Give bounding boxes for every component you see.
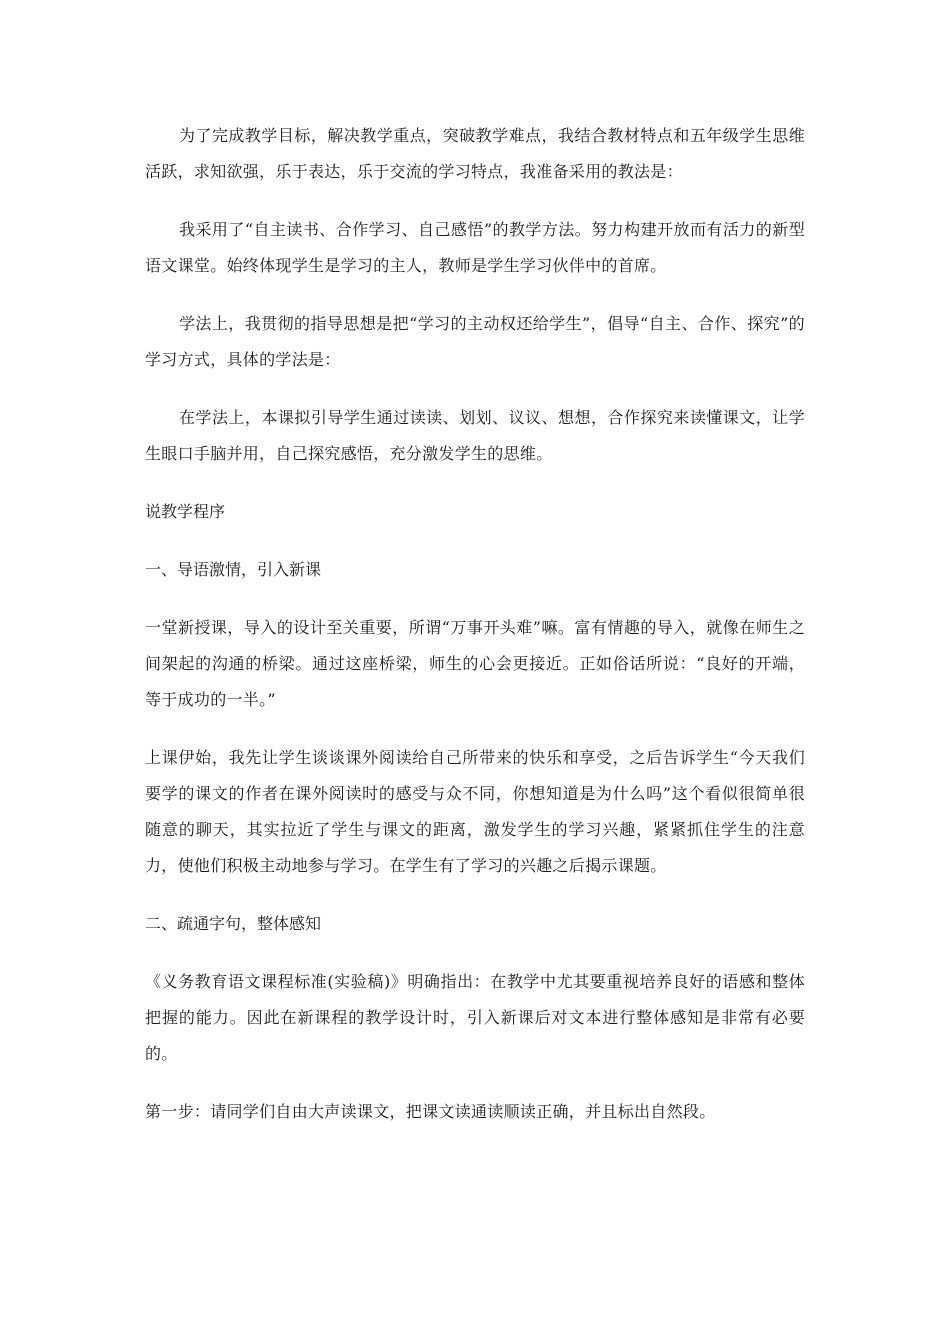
section-heading-step-two: 二、疏通字句，整体感知 <box>145 914 322 933</box>
paragraph-learning-method: 在学法上，本课拟引导学生通过读读、划划、议议、想想，合作探究来读懂课文，让学生眼口手脑并用，自己探究感悟，充分激发学生的思维。 <box>145 408 805 463</box>
paragraph-teaching-method-intro: 为了完成教学目标，解决教学重点，突破教学难点，我结合教材特点和五年级学生思维活跃，求知欲强，乐于表达，乐于交流的学习特点，我准备采用的教法是： <box>145 126 805 181</box>
section-heading-procedure: 说教学程序 <box>145 502 226 521</box>
paragraph-introduction-design: 一堂新授课，导入的设计至关重要，所谓“万事开头难”嘛。富有情趣的导入，就像在师生之间架起的沟通的桥梁。通过这座桥梁，师生的心会更接近。正如俗话所说：“良好的开端，等于成功的一半。” <box>145 618 805 709</box>
paragraph-learning-method-intro: 学法上，我贯彻的指导思想是把“学习的主动权还给学生”，倡导“自主、合作、探究”的学习方式，具体的学法是： <box>145 314 805 369</box>
document-page <box>145 118 805 1152</box>
paragraph-class-opening: 上课伊始，我先让学生谈谈课外阅读给自己所带来的快乐和享受，之后告诉学生“今天我们要学的课文的作者在课外阅读时的感受与众不同，你想知道是为什么吗”这个看似很简单很随意的聊天，其实拉近了学生与课文的距离，激发学生的学习兴趣，紧紧抓住学生的注意力，使他们积极主动地参与学习。在学生有了学习的兴趣之后揭示课题。 <box>145 748 805 875</box>
paragraph-first-step: 第一步：请同学们自由大声读课文，把课文读通读顺读正确，并且标出自然段。 <box>145 1102 716 1121</box>
paragraph-curriculum-standard: 《义务教育语文课程标准(实验稿)》明确指出：在教学中尤其要重视培养良好的语感和整体把握的能力。因此在新课程的教学设计时，引入新课后对文本进行整体感知是非常有必要的。 <box>145 972 805 1063</box>
paragraph-teaching-method: 我采用了“自主读书、合作学习、自己感悟”的教学方法。努力构建开放而有活力的新型语文课堂。始终体现学生是学习的主人，教师是学生学习伙伴中的首席。 <box>145 220 805 275</box>
section-heading-step-one: 一、导语激情，引入新课 <box>145 560 322 579</box>
